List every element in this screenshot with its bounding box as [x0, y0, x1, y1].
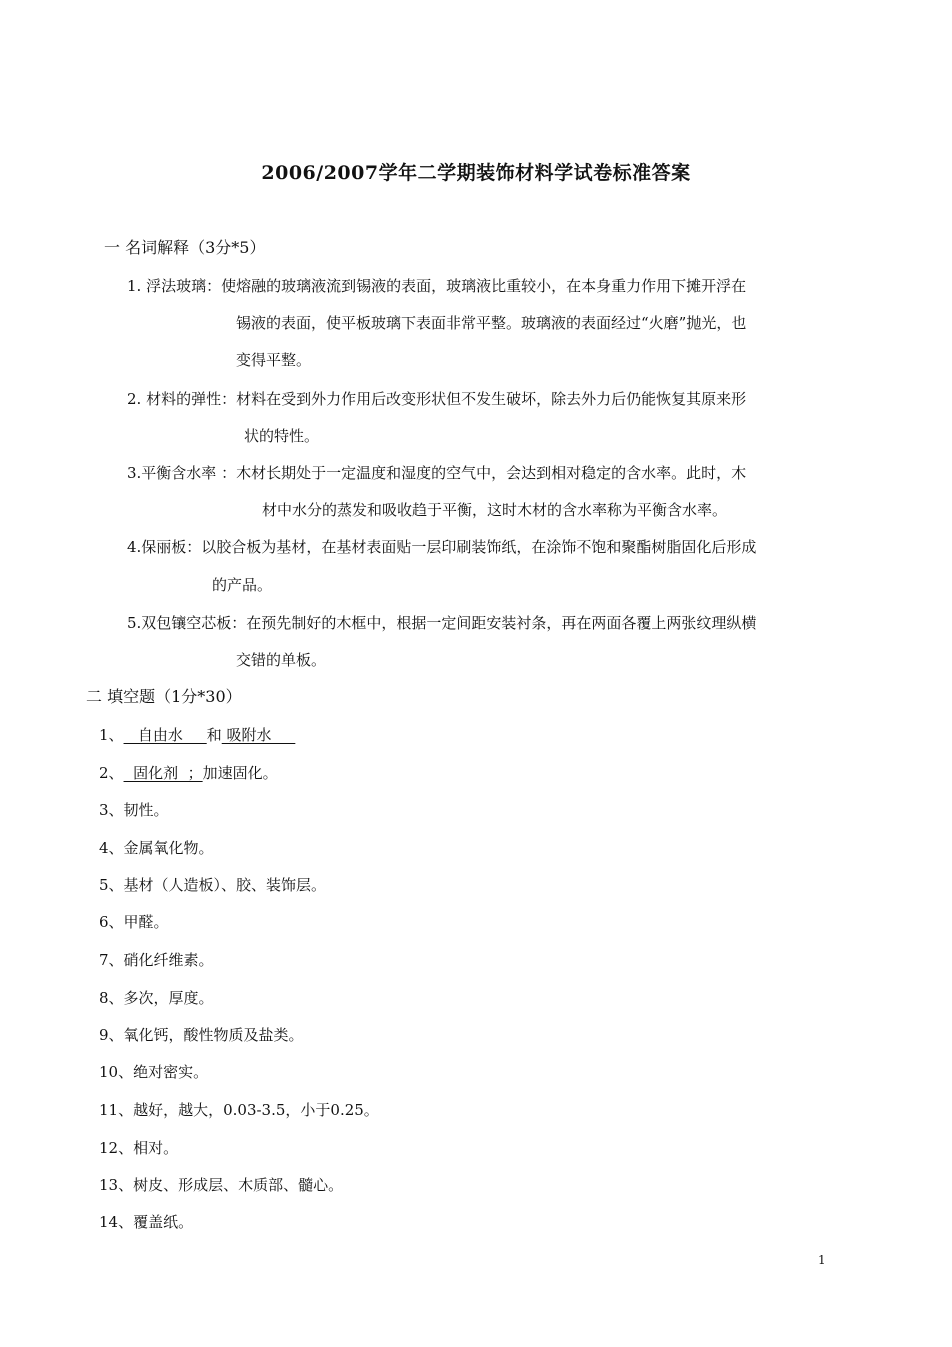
definition-3-line-1: 3.平衡含水率 ：木材长期处于一定温度和湿度的空气中，会达到相对稳定的含水率。此时，木 — [127, 464, 747, 482]
definition-2-line-2: 状的特性。 — [244, 427, 320, 445]
answer-6: 6、甲醛。 — [99, 913, 169, 931]
answer-3: 3、韧性。 — [99, 801, 169, 819]
answer-blank: 自由水 — [123, 726, 207, 744]
definition-3-line-2: 材中水分的蒸发和吸收趋于平衡，这时木材的含水率称为平衡含水率。 — [262, 501, 728, 519]
section-heading-fill-in: 二 填空题（1分*30） — [86, 687, 242, 706]
answer-9: 9、氧化钙，酸性物质及盐类。 — [99, 1026, 304, 1044]
definition-1-line-3: 变得平整。 — [236, 351, 312, 369]
answer-11: 11、越好，越大，0.03-3.5，小于0.25。 — [99, 1101, 379, 1119]
answer-5: 5、基材（人造板）、胶、装饰层。 — [99, 876, 327, 894]
answer-blank: 吸附水 — [221, 726, 296, 744]
page-number: 1 — [818, 1253, 826, 1267]
definition-4-line-1: 4.保丽板：以胶合板为基材，在基材表面贴一层印刷装饰纸，在涂饰不饱和聚酯树脂固化后形成 — [127, 538, 757, 556]
definition-2-line-1: 2. 材料的弹性：材料在受到外力作用后改变形状但不发生破坏，除去外力后仍能恢复其原来形 — [127, 390, 747, 408]
definition-4-line-2: 的产品。 — [212, 576, 273, 594]
answer-text: 加速固化。 — [202, 764, 278, 782]
answer-blank: 固化剂 ； — [123, 764, 203, 782]
answer-12: 12、相对。 — [99, 1139, 179, 1157]
definition-5-line-2: 交错的单板。 — [236, 651, 327, 669]
answer-4: 4、金属氧化物。 — [99, 839, 214, 857]
answer-number: 1、 — [99, 726, 124, 744]
definition-1-line-2: 锡液的表面，使平板玻璃下表面非常平整。玻璃液的表面经过“火磨”抛光，也 — [236, 314, 747, 332]
answer-number: 2、 — [99, 764, 124, 782]
answer-8: 8、多次，厚度。 — [99, 989, 214, 1007]
document-title: 2006/2007学年二学期装饰材料学试卷标准答案 — [261, 162, 691, 184]
definition-5-line-1: 5.双包镶空芯板：在预先制好的木框中，根据一定间距安装衬条，再在两面各覆上两张纹理纵横 — [127, 614, 757, 632]
answer-14: 14、覆盖纸。 — [99, 1213, 194, 1231]
answer-13: 13、树皮、形成层、木质部、髓心。 — [99, 1176, 344, 1194]
definition-1-line-1: 1. 浮法玻璃：使熔融的玻璃液流到锡液的表面，玻璃液比重较小，在本身重力作用下摊开浮在 — [127, 277, 747, 295]
section-heading-definitions: 一 名词解释（3分*5） — [104, 238, 266, 257]
answer-10: 10、绝对密实。 — [99, 1063, 209, 1081]
answer-1 — [99, 725, 295, 745]
answer-7: 7、硝化纤维素。 — [99, 951, 214, 969]
answer-text: 和 — [206, 726, 222, 744]
answer-2 — [99, 763, 278, 783]
